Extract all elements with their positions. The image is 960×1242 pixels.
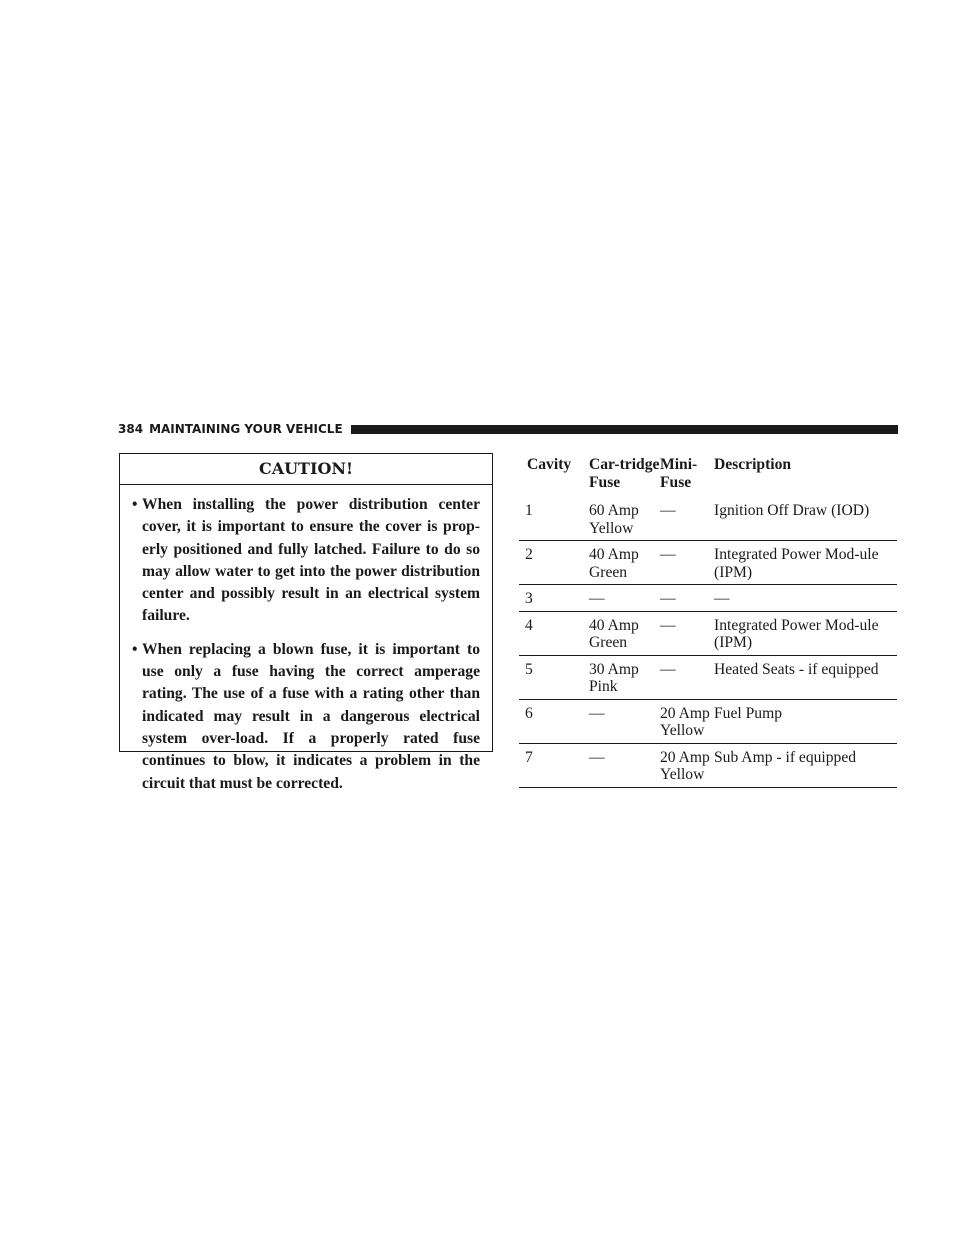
cell-description: Integrated Power Mod-ule (IPM) — [714, 616, 879, 651]
cell-cavity: 4 — [525, 616, 533, 634]
cell-cavity: 6 — [525, 704, 533, 722]
page-header — [118, 420, 898, 438]
cell-cartridge: 40 Amp Green — [589, 546, 639, 581]
table-row — [519, 744, 897, 788]
cell-mini: — — [660, 590, 676, 607]
caution-bullet-text: When replacing a blown fuse, it is important to use only a fuse having the correct amperage rating. The use of a fuse with a rating other than indicated may result in a dangerous electrical system over-load. If a properly rated fuse continues to blow, it indicates a problem in the circuit that must be corrected. — [142, 640, 480, 792]
caution-bullet — [132, 494, 480, 628]
bullet-icon: • — [132, 640, 138, 658]
caution-body — [120, 485, 492, 795]
cell-description: Sub Amp - if equipped — [714, 748, 857, 766]
cell-cartridge: 40 Amp Green — [589, 616, 639, 651]
page-number: 384 — [118, 422, 144, 436]
cell-mini: — — [660, 502, 676, 519]
cell-description: — — [714, 590, 730, 607]
table-row — [519, 700, 897, 744]
cell-cartridge: 60 Amp Yellow — [589, 502, 639, 537]
table-row — [519, 585, 897, 612]
cell-mini: 20 Amp Yellow — [660, 704, 710, 739]
cell-description: Integrated Power Mod-ule (IPM) — [714, 546, 879, 581]
cell-cavity: 2 — [525, 546, 533, 563]
caution-bullet-text: When installing the power distribution center cover, it is important to ensure the cover is prop-erly positioned and fully latched. Failure to do so may allow water to get into the power distribution center and possibly result in an electrical system failure. — [142, 496, 480, 625]
cell-mini: — — [660, 660, 676, 678]
cell-description: Ignition Off Draw (IOD) — [714, 502, 870, 519]
cell-description: Heated Seats - if equipped — [714, 660, 879, 678]
cell-description: Fuel Pump — [714, 704, 783, 722]
header-description: Description — [714, 456, 792, 473]
header-mini-fuse: Mini-Fuse — [660, 456, 698, 491]
table-row — [519, 656, 897, 700]
caution-box — [119, 453, 493, 792]
section-title: MAINTAINING YOUR VEHICLE — [149, 422, 343, 436]
table-row — [519, 612, 897, 656]
table-row — [519, 541, 897, 585]
header-cavity: Cavity — [527, 456, 572, 473]
cell-mini: — — [660, 616, 676, 634]
cell-cavity: 7 — [525, 748, 533, 766]
table-header-row — [519, 456, 897, 497]
header-rule — [351, 425, 898, 434]
cell-cartridge: — — [589, 748, 605, 766]
cell-cartridge: — — [589, 590, 605, 607]
cell-cavity: 1 — [525, 502, 533, 519]
fuse-table — [519, 456, 897, 788]
table-row — [519, 497, 897, 541]
header-cartridge-fuse: Car-tridge Fuse — [589, 456, 660, 491]
caution-bullet — [132, 639, 480, 795]
cell-cartridge: — — [589, 704, 605, 722]
cell-mini: 20 Amp Yellow — [660, 748, 710, 783]
caution-title: CAUTION! — [120, 454, 492, 485]
bullet-icon: • — [132, 496, 138, 513]
cell-mini: — — [660, 546, 676, 563]
cell-cavity: 5 — [525, 660, 533, 678]
cell-cavity: 3 — [525, 590, 533, 607]
cell-cartridge: 30 Amp Pink — [589, 660, 639, 695]
